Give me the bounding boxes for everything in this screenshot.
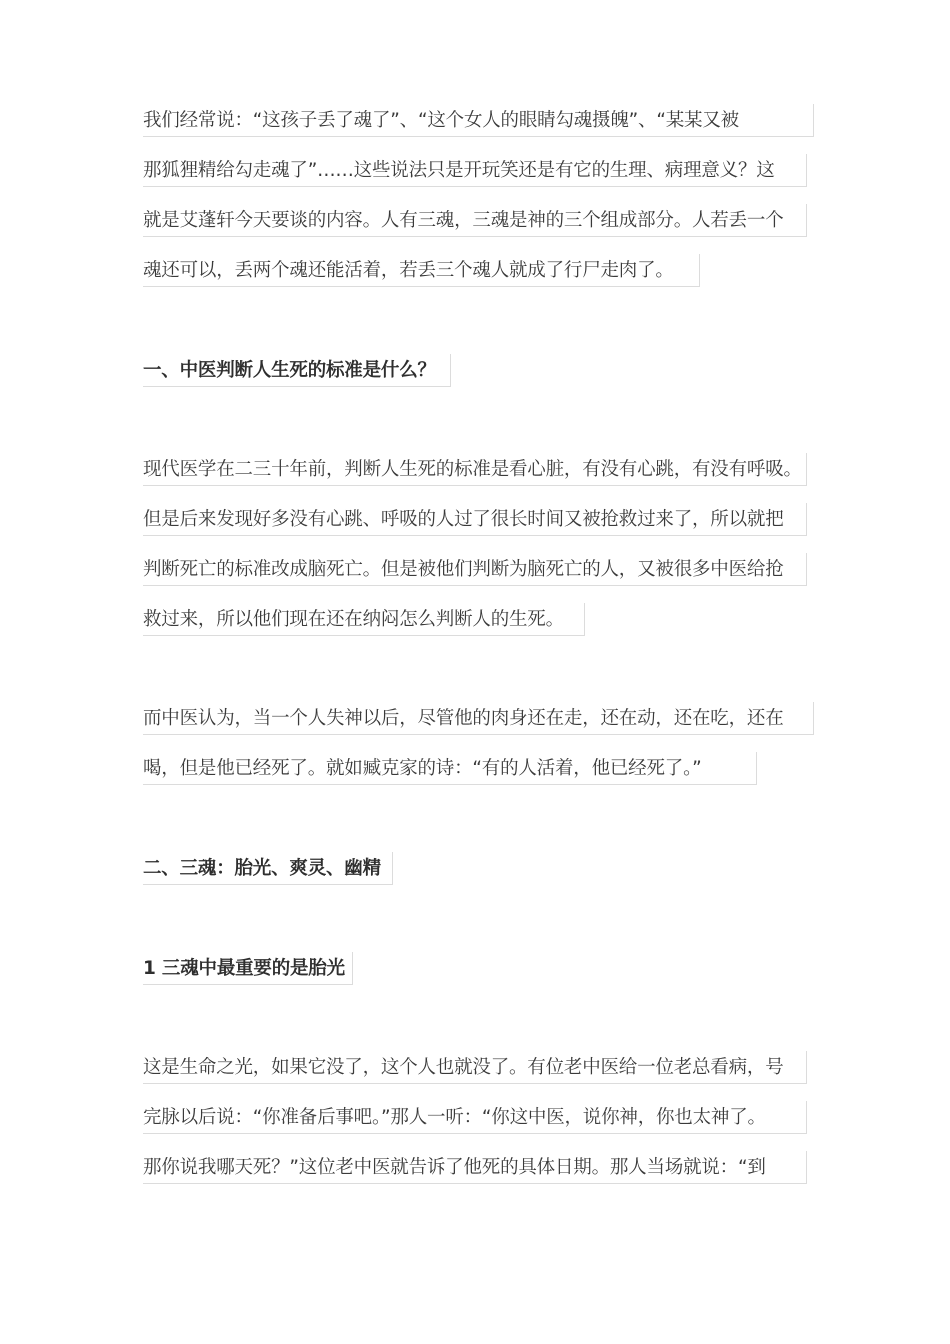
text-line: 魂还可以，丢两个魂还能活着，若丢三个魂人就成了行尸走肉了。: [143, 254, 700, 287]
text-line: 但是后来发现好多没有心跳、呼吸的人过了很长时间又被抢救过来了，所以就把: [143, 503, 807, 536]
text-line: 这是生命之光，如果它没了，这个人也就没了。有位老中医给一位老总看病，号: [143, 1051, 807, 1084]
text-line: 救过来，所以他们现在还在纳闷怎么判断人的生死。: [143, 603, 585, 636]
text-line: 就是艾蓬轩今天要谈的内容。人有三魂，三魂是神的三个组成部分。人若丢一个: [143, 204, 807, 237]
text-line: 判断死亡的标准改成脑死亡。但是被他们判断为脑死亡的人，又被很多中医给抢: [143, 553, 807, 586]
text-line: 我们经常说：“这孩子丢了魂了”、“这个女人的眼睛勾魂摄魄”、“某某又被: [143, 104, 814, 137]
section-heading: 二、三魂：胎光、爽灵、幽精: [143, 852, 393, 885]
text-line: 喝，但是他已经死了。就如臧克家的诗：“有的人活着，他已经死了。”: [143, 752, 757, 785]
text-line: 现代医学在二三十年前，判断人生死的标准是看心脏，有没有心跳，有没有呼吸。: [143, 453, 807, 486]
text-line: 而中医认为，当一个人失神以后，尽管他的肉身还在走，还在动，还在吃，还在: [143, 702, 814, 735]
text-line: 完脉以后说：“你准备后事吧。”那人一听：“你这中医，说你神，你也太神了。: [143, 1101, 807, 1134]
section-heading: 一、中医判断人生死的标准是什么？: [143, 354, 451, 387]
text-line: 那狐狸精给勾走魂了”……这些说法只是开玩笑还是有它的生理、病理意义？这: [143, 154, 807, 187]
subsection-heading: 1 三魂中最重要的是胎光: [143, 952, 353, 985]
text-line: 那你说我哪天死？”这位老中医就告诉了他死的具体日期。那人当场就说：“到: [143, 1151, 807, 1184]
